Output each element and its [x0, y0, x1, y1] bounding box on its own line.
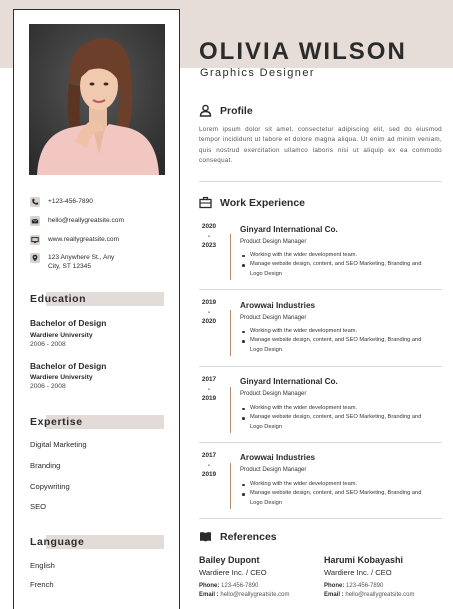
expertise-item: Digital Marketing: [30, 440, 87, 449]
references-heading-text: References: [220, 530, 277, 543]
work-experience-heading: [199, 196, 305, 209]
job-role: Product Design Manager: [240, 391, 307, 397]
job-bullet: Working with the wider development team.: [240, 404, 430, 413]
job-years: [196, 222, 222, 251]
work-experience-heading-text: Work Experience: [220, 196, 306, 209]
job-year-start: 2020: [201, 223, 217, 230]
reference-title: Wardiere Inc. / CEO: [324, 568, 392, 577]
job-year-start: 2017: [201, 376, 217, 383]
job-company: Ginyard International Co.: [240, 377, 338, 386]
profile-heading-text: Profile: [220, 104, 253, 117]
reference-phone-value: 123-456-7890: [221, 583, 259, 589]
job-year-dash: -: [207, 385, 211, 393]
email-label: Email :: [199, 592, 219, 598]
expertise-item: Copywriting: [30, 482, 70, 491]
contact-email: [30, 216, 124, 226]
job-bullet: Manage website design, content, and SEO Marketing, Branding and Logo Design: [240, 336, 430, 355]
address-line-1: 123 Anywhere St., Any: [48, 254, 115, 261]
education-heading: [30, 292, 164, 306]
profile-text: Lorem ipsum dolor sit amet, consectetur adipiscing elit, sed do eiusmod tempor incididunt ut labore et dolore magna aliqua. Ut enim ad minim veniam, quis nostrud exercitation ullamco laboris nisi ut aliquip ex ea commodo consequat.: [199, 126, 442, 165]
website-text: www.reallygreatsite.com: [48, 236, 120, 243]
address-text: [48, 253, 114, 271]
reference-phone: [324, 583, 383, 589]
job-years: [196, 375, 222, 404]
timeline-line: [230, 463, 231, 509]
reference-title: Wardiere Inc. / CEO: [199, 568, 267, 577]
section-divider: [199, 442, 442, 443]
references-heading: [199, 530, 277, 543]
job-bullet: Working with the wider development team.: [240, 327, 430, 336]
job-role: Product Design Manager: [240, 239, 307, 245]
email-label: Email :: [324, 592, 344, 598]
contact-website: [30, 235, 119, 245]
briefcase-icon: [199, 196, 212, 209]
phone-icon: [30, 197, 40, 207]
job-bullet: Manage website design, content, and SEO Marketing, Branding and Logo Design: [240, 413, 430, 432]
language-item: English: [30, 561, 55, 570]
education-heading-text: Education: [30, 293, 87, 305]
section-divider: [199, 181, 442, 182]
reference-email-value: hello@reallygreatsite.com: [345, 592, 415, 598]
reference-email: [199, 592, 289, 598]
phone-label: Phone:: [199, 583, 220, 589]
location-pin-icon: [30, 253, 40, 263]
timeline-line: [230, 387, 231, 433]
job-bullets: [240, 251, 430, 279]
person-name: OLIVIA WILSON: [199, 38, 407, 65]
phone-label: Phone:: [324, 583, 345, 589]
expertise-item: Branding: [30, 461, 61, 470]
phone-text: +123-456-7890: [48, 198, 93, 205]
reference-phone: [199, 583, 258, 589]
education-years: 2006 - 2008: [30, 383, 66, 390]
job-bullet: Manage website design, content, and SEO Marketing, Branding and Logo Design: [240, 260, 430, 279]
job-years: [196, 298, 222, 327]
language-item: French: [30, 580, 54, 589]
section-divider: [199, 289, 442, 290]
expertise-heading: [30, 415, 164, 429]
timeline-line: [230, 310, 231, 356]
job-role: Product Design Manager: [240, 467, 307, 473]
job-role: Product Design Manager: [240, 315, 307, 321]
job-year-end: 2019: [201, 395, 217, 403]
job-year-start: 2017: [201, 452, 217, 459]
user-icon: [199, 104, 212, 117]
reference-phone-value: 123-456-7890: [346, 583, 384, 589]
education-years: 2006 - 2008: [30, 341, 66, 348]
language-heading: [30, 535, 164, 549]
job-year-dash: -: [207, 232, 211, 240]
job-bullets: [240, 327, 430, 355]
profile-heading: [199, 104, 253, 117]
section-divider: [199, 366, 442, 367]
contact-phone: [30, 197, 93, 207]
education-degree: Bachelor of Design: [30, 361, 107, 371]
expertise-item: SEO: [30, 502, 47, 511]
section-divider: [199, 518, 442, 519]
job-year-dash: -: [207, 308, 211, 316]
job-bullet: Manage website design, content, and SEO Marketing, Branding and Logo Design: [240, 489, 430, 508]
timeline-line: [230, 234, 231, 280]
job-company: Ginyard International Co.: [240, 225, 338, 234]
reference-email: [324, 592, 414, 598]
reference-email-value: hello@reallygreatsite.com: [220, 592, 290, 598]
job-years: [196, 451, 222, 480]
person-role: Graphics Designer: [200, 67, 315, 79]
job-bullets: [240, 404, 430, 432]
address-line-2: City, ST 12345: [48, 263, 92, 270]
job-year-start: 2019: [201, 299, 217, 306]
book-icon: [199, 530, 212, 543]
education-school: Wardiere University: [30, 332, 93, 339]
education-school: Wardiere University: [30, 374, 93, 381]
reference-name: Harumi Kobayashi: [324, 555, 404, 565]
education-degree: Bachelor of Design: [30, 318, 107, 328]
job-bullet: Working with the wider development team.: [240, 480, 430, 489]
job-year-dash: -: [207, 461, 211, 469]
job-bullet: Working with the wider development team.: [240, 251, 430, 260]
job-bullets: [240, 480, 430, 508]
job-company: Arowwai Industries: [240, 453, 316, 462]
job-year-end: 2023: [201, 242, 217, 250]
job-year-end: 2020: [201, 318, 217, 326]
email-text: hello@reallygreatsite.com: [48, 217, 124, 224]
envelope-icon: [30, 216, 40, 226]
language-heading-text: Language: [30, 536, 85, 548]
expertise-heading-text: Expertise: [30, 416, 83, 428]
job-year-end: 2019: [201, 471, 217, 479]
reference-name: Bailey Dupont: [199, 555, 260, 565]
profile-photo: [29, 24, 165, 175]
monitor-icon: [30, 235, 40, 245]
contact-address: [30, 253, 114, 271]
job-company: Arowwai Industries: [240, 301, 316, 310]
